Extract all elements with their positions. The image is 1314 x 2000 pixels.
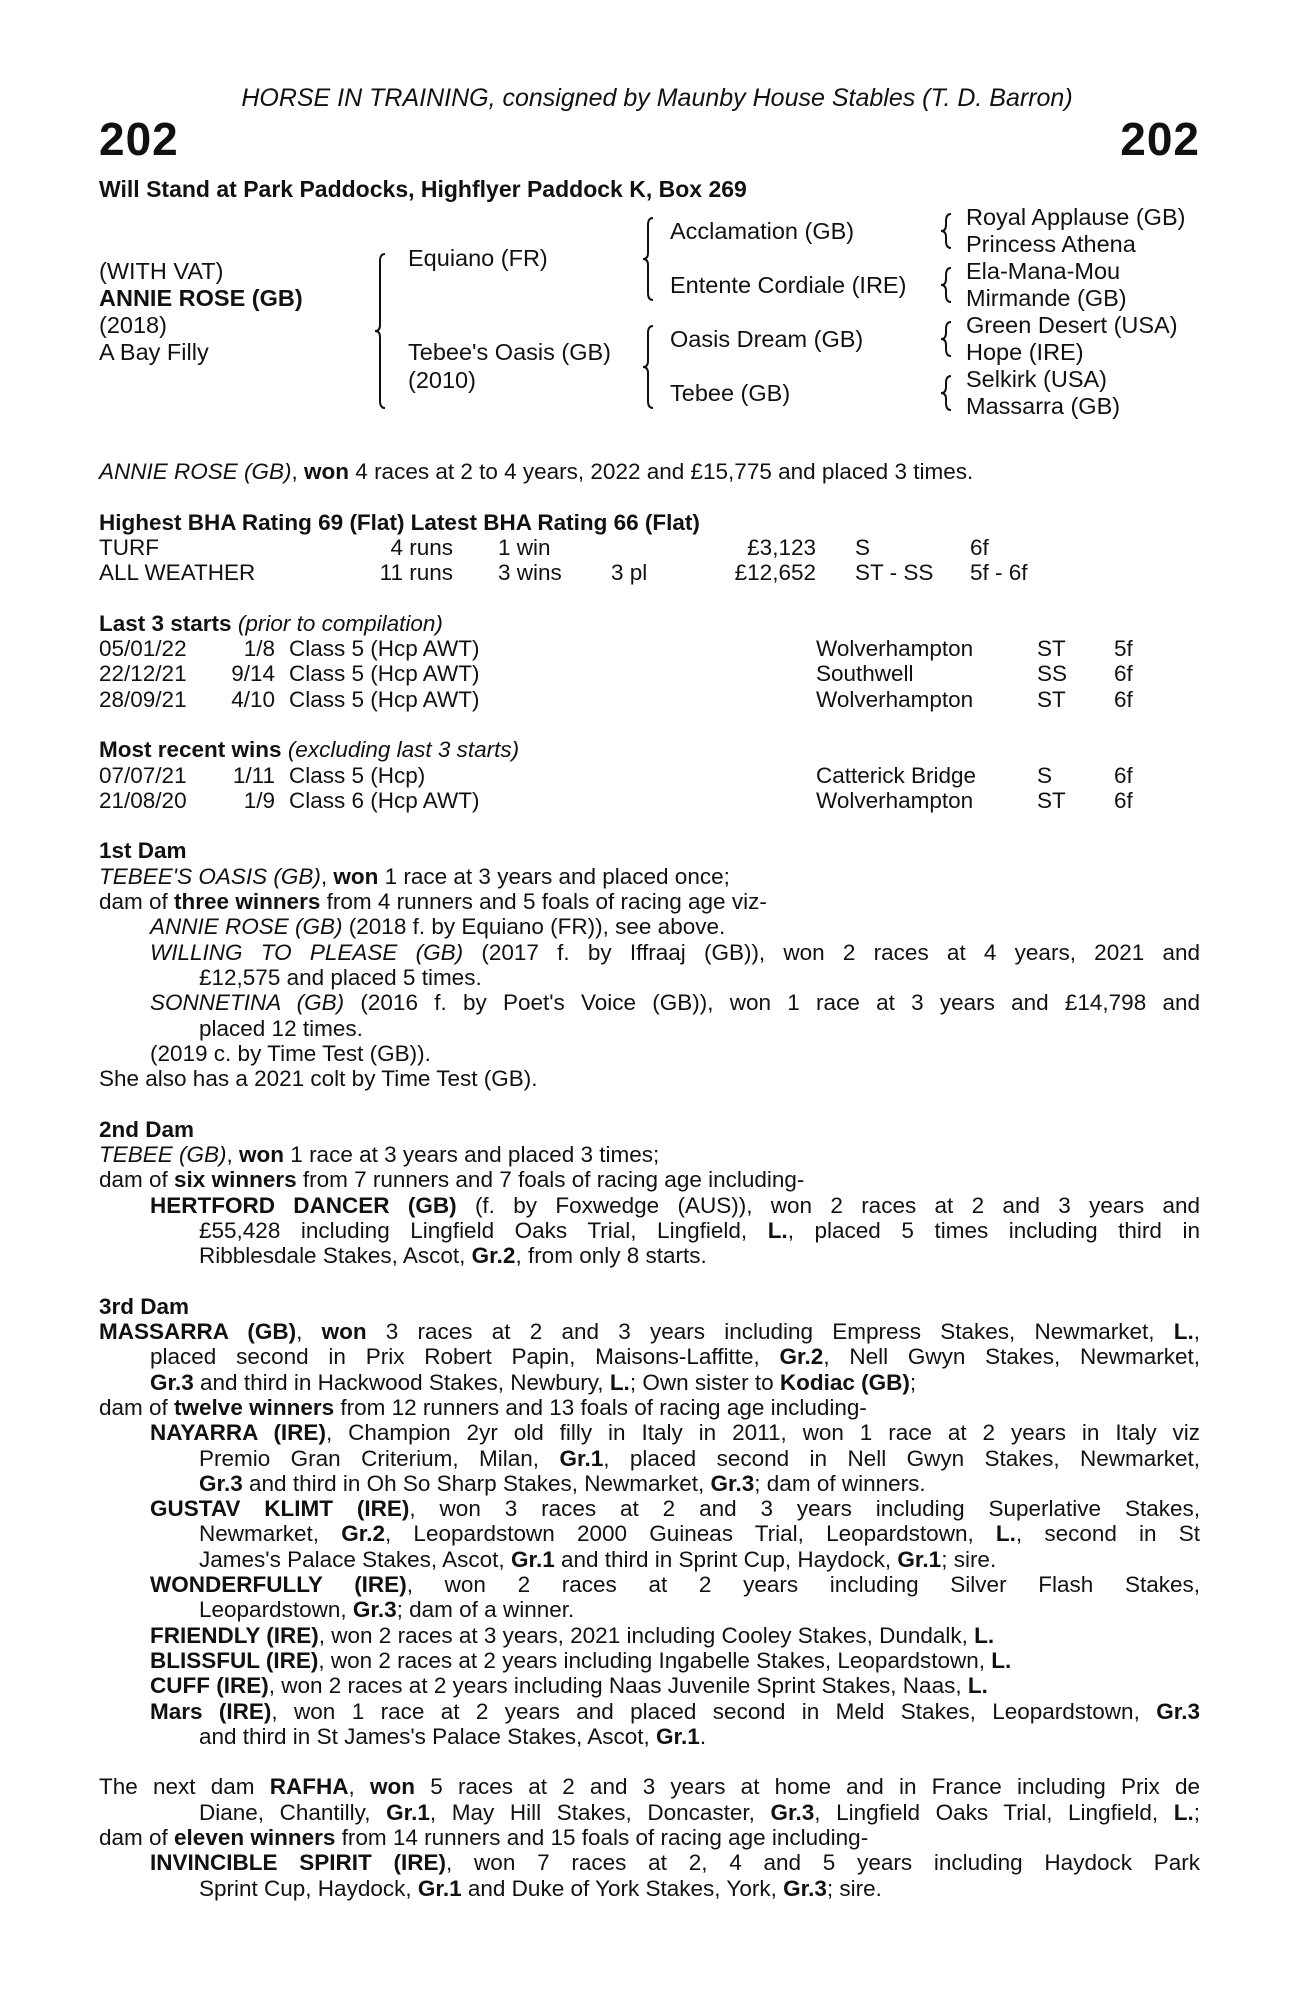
- bracket-icon: [941, 214, 951, 248]
- bold-text: L.: [974, 1622, 995, 1648]
- text: The next dam: [99, 1774, 270, 1800]
- italic-text: TEBEE'S OASIS (GB): [99, 863, 321, 889]
- text-line: [99, 1243, 1200, 1268]
- text-line: [99, 1193, 1200, 1218]
- ratings-runs: 4 runs: [390, 534, 453, 560]
- bold-text: won: [239, 1142, 285, 1168]
- text: ,: [348, 1774, 370, 1800]
- text: Ribblesdale Stakes, Ascot,: [199, 1243, 472, 1269]
- race-course: Wolverhampton: [816, 636, 974, 662]
- bold-text: Mars (IRE): [150, 1698, 272, 1724]
- text: , second in St: [1015, 1521, 1200, 1547]
- race-row: [99, 636, 1200, 661]
- race-date: 28/09/21: [99, 686, 187, 712]
- italic-text: ANNIE ROSE (GB): [150, 914, 343, 940]
- text: £55,428 including Lingfield Oaks Trial, Lingfield,: [199, 1217, 768, 1243]
- text: ; Own sister to: [629, 1369, 780, 1395]
- text: (2019 c. by Time Test (GB)).: [150, 1040, 431, 1066]
- text: , won 2 races at 3 years, 2021 including Cooley Stakes, Dundalk,: [318, 1622, 975, 1648]
- sire: Equiano (FR): [408, 245, 548, 271]
- stabling-info: Will Stand at Park Paddocks, Highflyer Paddock K, Box 269: [99, 176, 747, 202]
- text: Premio Gran Criterium, Milan,: [199, 1445, 560, 1471]
- gen4-ancestor: Mirmande (GB): [966, 285, 1127, 311]
- bold-text: WONDERFULLY (IRE): [150, 1572, 407, 1598]
- gen4-ancestor: Ela-Mana-Mou: [966, 258, 1121, 284]
- text-line: [99, 1294, 1200, 1319]
- bold-text: 3rd Dam: [99, 1293, 190, 1319]
- recent-wins-heading: Most recent wins: [99, 737, 282, 763]
- race-row: [99, 687, 1200, 712]
- bold-text: Gr.1: [510, 1546, 555, 1572]
- race-race: Class 5 (Hcp): [289, 762, 426, 788]
- race-course: Wolverhampton: [816, 787, 974, 813]
- gen4-ancestor: Massarra (GB): [966, 393, 1121, 419]
- bold-text: L.: [991, 1647, 1012, 1673]
- bold-text: Gr.1: [417, 1875, 462, 1901]
- text: placed 12 times.: [199, 1015, 363, 1041]
- text: , placed second in Nell Gwyn Stakes, Newmarket,: [603, 1445, 1200, 1471]
- bold-text: won: [304, 459, 350, 484]
- bold-text: BLISSFUL (IRE): [150, 1647, 319, 1673]
- text: , won 2 races at 2 years including Naas Juvenile Sprint Stakes, Naas,: [268, 1673, 968, 1699]
- ratings-wins: 1 win: [498, 534, 551, 560]
- text: dam of: [99, 889, 175, 915]
- race-distance: 6f: [1114, 762, 1133, 788]
- ratings-going: ST - SS: [855, 560, 934, 586]
- text: dam of: [99, 1394, 175, 1420]
- sire-dam: Entente Cordiale (IRE): [670, 272, 907, 298]
- text-line: [99, 1420, 1200, 1445]
- race-row: [99, 788, 1200, 813]
- race-row: [99, 661, 1200, 686]
- ratings-block: [99, 510, 1200, 586]
- text: (f. by Foxwedge (AUS)), won 2 races at 2 and 3 years and: [456, 1192, 1200, 1218]
- text: , Leopardstown 2000 Guineas Trial, Leopardstown,: [385, 1521, 996, 1547]
- text: ,: [1193, 1319, 1200, 1345]
- text: .: [699, 1723, 707, 1749]
- text: ,: [291, 459, 305, 484]
- race-pos: 1/9: [243, 787, 275, 813]
- text: ; dam of winners.: [754, 1470, 926, 1496]
- bold-text: Kodiac (GB): [779, 1369, 910, 1395]
- race-summary: [99, 459, 1200, 484]
- bold-text: Gr.2: [779, 1344, 824, 1370]
- bold-text: won: [333, 863, 379, 889]
- race-date: 21/08/20: [99, 787, 187, 813]
- text: and third in Hackwood Stakes, Newbury,: [193, 1369, 610, 1395]
- race-race: Class 5 (Hcp AWT): [289, 636, 480, 662]
- lot-number-left: 202: [99, 113, 179, 165]
- bold-text: Gr.2: [471, 1243, 516, 1269]
- text: James's Palace Stakes, Ascot,: [199, 1546, 511, 1572]
- ratings-going: S: [855, 534, 871, 560]
- text-line: [99, 838, 1200, 863]
- pedigree-brackets: [0, 0, 1314, 440]
- horse-name: ANNIE ROSE (GB): [99, 285, 303, 311]
- bold-text: RAFHA: [269, 1774, 349, 1800]
- recent-wins-block: [99, 737, 1200, 813]
- race-date: 07/07/21: [99, 762, 187, 788]
- race-date: 22/12/21: [99, 661, 187, 687]
- bold-text: Gr.3: [770, 1799, 815, 1825]
- recent-wins-note: (excluding last 3 starts): [287, 737, 520, 763]
- text-line: [99, 1597, 1200, 1622]
- race-pos: 1/11: [232, 762, 275, 788]
- race-course: Catterick Bridge: [816, 762, 977, 788]
- bold-text: Gr.3: [783, 1875, 827, 1901]
- text-line: [99, 1850, 1200, 1875]
- bold-text: Gr.2: [341, 1521, 385, 1547]
- text-line: [99, 965, 1200, 990]
- text: ;: [1193, 1799, 1200, 1825]
- bold-text: FRIENDLY (IRE): [150, 1622, 319, 1648]
- text-line: [99, 889, 1200, 914]
- text-line: [99, 1395, 1200, 1420]
- bold-text: six winners: [174, 1167, 297, 1193]
- text-line: [99, 1142, 1200, 1167]
- bracket-icon: [375, 254, 385, 408]
- race-course: Wolverhampton: [816, 686, 974, 712]
- text: from 14 runners and 15 foals of racing age including-: [335, 1825, 869, 1851]
- last-starts-block: [99, 611, 1200, 712]
- text-line: [99, 1471, 1200, 1496]
- ratings-distance: 6f: [970, 534, 989, 560]
- bold-text: Gr.3: [199, 1470, 243, 1496]
- text: ; dam of a winner.: [396, 1597, 575, 1623]
- race-course: Southwell: [816, 661, 914, 687]
- text: , Nell Gwyn Stakes, Newmarket,: [823, 1344, 1200, 1370]
- dam-sire: Oasis Dream (GB): [670, 326, 864, 352]
- ratings-wins: 3 wins: [498, 560, 562, 586]
- ratings-row: [99, 535, 1200, 560]
- text: and third in Oh So Sharp Stakes, Newmarket,: [242, 1470, 711, 1496]
- text: £12,575 and placed 5 times.: [199, 964, 482, 990]
- bold-text: NAYARRA (IRE): [150, 1420, 326, 1446]
- text-line: [99, 1547, 1200, 1572]
- text: She also has a 2021 colt by Time Test (GB).: [99, 1066, 538, 1092]
- text: , won 2 races at 2 years including Ingabelle Stakes, Leopardstown,: [318, 1647, 992, 1673]
- text: from 4 runners and 5 foals of racing age viz-: [320, 889, 767, 915]
- lot-number-right: 202: [1120, 113, 1200, 165]
- bold-text: Gr.3: [710, 1470, 755, 1496]
- family-section: [99, 1294, 1200, 1749]
- text-line: [99, 1041, 1200, 1066]
- bold-text: won: [369, 1774, 415, 1800]
- text: (2017 f. by Iffraaj (GB)), won 2 races at 4 years, 2021 and: [463, 939, 1200, 965]
- text: ,: [296, 1319, 322, 1345]
- bracket-icon: [643, 326, 653, 408]
- text-line: [99, 1117, 1200, 1142]
- italic-text: ANNIE ROSE (GB): [99, 459, 292, 484]
- bold-text: Gr.1: [559, 1445, 604, 1471]
- text-line: [99, 1673, 1200, 1698]
- bold-text: INVINCIBLE SPIRIT (IRE): [150, 1850, 447, 1876]
- bold-text: twelve winners: [174, 1394, 335, 1420]
- text-line: [99, 864, 1200, 889]
- text: 1 race at 3 years and placed 3 times;: [284, 1142, 660, 1168]
- italic-text: WILLING TO PLEASE (GB): [150, 939, 464, 965]
- race-going: ST: [1037, 636, 1066, 662]
- text: 1 race at 3 years and placed once;: [378, 863, 730, 889]
- horse-description: A Bay Filly: [99, 339, 209, 365]
- bold-text: L.: [767, 1217, 788, 1243]
- bold-text: 2nd Dam: [99, 1116, 195, 1142]
- text: (2018 f. by Equiano (FR)), see above.: [342, 914, 726, 940]
- dam: Tebee's Oasis (GB): [408, 339, 611, 365]
- family-section: [99, 1117, 1200, 1269]
- text-line: [99, 1699, 1200, 1724]
- text-line: [99, 1572, 1200, 1597]
- dam-dam: Tebee (GB): [670, 380, 791, 406]
- text-line: [99, 1521, 1200, 1546]
- bold-text: HERTFORD DANCER (GB): [150, 1192, 457, 1218]
- text-line: [99, 1016, 1200, 1041]
- text: Leopardstown,: [199, 1597, 353, 1623]
- ratings-row: [99, 560, 1200, 585]
- text: dam of: [99, 1167, 175, 1193]
- text-line: [99, 1066, 1200, 1091]
- text-line: [99, 1724, 1200, 1749]
- text-line: [99, 990, 1200, 1015]
- bold-text: eleven winners: [174, 1825, 336, 1851]
- race-going: ST: [1037, 787, 1066, 813]
- text: Diane, Chantilly,: [199, 1799, 387, 1825]
- ratings-surface: ALL WEATHER: [99, 560, 256, 586]
- race-pos: 4/10: [231, 686, 275, 712]
- bold-text: L.: [995, 1521, 1016, 1547]
- ratings-placed: 3 pl: [611, 560, 648, 586]
- text-line: [99, 1167, 1200, 1192]
- text: , won 1 race at 2 years and placed second in Meld Stakes, Leopardstown,: [271, 1698, 1157, 1724]
- text: 4 races at 2 to 4 years, 2022 and £15,775 and placed 3 times.: [349, 459, 974, 484]
- text-line: [99, 940, 1200, 965]
- ratings-runs: 11 runs: [379, 560, 453, 586]
- race-going: ST: [1037, 686, 1066, 712]
- bracket-icon: [941, 268, 951, 302]
- text: and Duke of York Stakes, York,: [461, 1875, 784, 1901]
- race-distance: 5f: [1114, 636, 1133, 662]
- bold-text: Gr.3: [1156, 1698, 1200, 1724]
- bold-text: Gr.3: [352, 1597, 397, 1623]
- text: dam of: [99, 1825, 175, 1851]
- race-distance: 6f: [1114, 661, 1133, 687]
- text: , won 2 races at 2 years including Silver Flash Stakes,: [406, 1572, 1200, 1598]
- ratings-heading: Highest BHA Rating 69 (Flat) Latest BHA Rating 66 (Flat): [99, 509, 700, 535]
- text: , Champion 2yr old filly in Italy in 2011, won 1 race at 2 years in Italy viz: [325, 1420, 1200, 1446]
- text: , Lingfield Oaks Trial, Lingfield,: [814, 1799, 1174, 1825]
- text: from 7 runners and 7 foals of racing age including-: [296, 1167, 805, 1193]
- ratings-surface: TURF: [99, 534, 159, 560]
- italic-text: TEBEE (GB): [99, 1142, 227, 1168]
- text-line: [99, 914, 1200, 939]
- family-section: [99, 1774, 1200, 1900]
- text: ,: [226, 1142, 240, 1168]
- bold-text: Gr.1: [897, 1546, 942, 1572]
- race-pos: 1/8: [243, 636, 275, 662]
- text: and third in St James's Palace Stakes, Ascot,: [199, 1723, 657, 1749]
- bold-text: CUFF (IRE): [150, 1673, 269, 1699]
- horse-year: (2018): [99, 312, 167, 338]
- text-line: [99, 1218, 1200, 1243]
- consignment-header: HORSE IN TRAINING, consigned by Maunby House Stables (T. D. Barron): [241, 84, 1073, 112]
- text: and third in Sprint Cup, Haydock,: [554, 1546, 898, 1572]
- text: Newmarket,: [199, 1521, 342, 1547]
- text-line: [99, 1774, 1200, 1799]
- text-line: [99, 1446, 1200, 1471]
- bold-text: 1st Dam: [99, 838, 187, 864]
- last-starts-heading: Last 3 starts: [99, 610, 232, 636]
- sire-sire: Acclamation (GB): [670, 218, 855, 244]
- text-line: [99, 1623, 1200, 1648]
- text: ; sire.: [826, 1875, 882, 1901]
- text: , won 7 races at 2, 4 and 5 years including Haydock Park: [446, 1850, 1200, 1876]
- race-race: Class 6 (Hcp AWT): [289, 787, 480, 813]
- race-row: [99, 763, 1200, 788]
- text: 5 races at 2 and 3 years at home and in France including Prix de: [414, 1774, 1200, 1800]
- bracket-icon: [941, 376, 951, 410]
- race-pos: 9/14: [231, 661, 275, 687]
- bold-text: Gr.1: [656, 1723, 700, 1749]
- text: Sprint Cup, Haydock,: [199, 1875, 418, 1901]
- vat-note: (WITH VAT): [99, 258, 224, 284]
- race-distance: 6f: [1114, 787, 1133, 813]
- gen4-ancestor: Hope (IRE): [966, 339, 1084, 365]
- race-date: 05/01/22: [99, 636, 187, 662]
- text: 3 races at 2 and 3 years including Empress Stakes, Newmarket,: [366, 1319, 1174, 1345]
- bold-text: three winners: [174, 889, 321, 915]
- text: ,: [320, 863, 334, 889]
- gen4-ancestor: Royal Applause (GB): [966, 204, 1186, 230]
- text-line: [99, 1825, 1200, 1850]
- text-line: [99, 1344, 1200, 1369]
- family-section: [99, 838, 1200, 1091]
- text: (2016 f. by Poet's Voice (GB)), won 1 race at 3 years and £14,798 and: [344, 990, 1200, 1016]
- gen4-ancestor: Green Desert (USA): [966, 312, 1178, 338]
- dam-year: (2010): [408, 367, 476, 393]
- text: , placed 5 times including third in: [787, 1217, 1200, 1243]
- text: from 12 runners and 13 foals of racing age including-: [334, 1394, 867, 1420]
- bold-text: Gr.3: [150, 1369, 194, 1395]
- text-line: [99, 1800, 1200, 1825]
- text: , May Hill Stakes, Doncaster,: [429, 1799, 771, 1825]
- text-line: [99, 1370, 1200, 1395]
- text-line: [99, 1876, 1200, 1901]
- race-distance: 6f: [1114, 686, 1133, 712]
- text-line: [99, 1319, 1200, 1344]
- ratings-distance: 5f - 6f: [970, 560, 1028, 586]
- race-going: SS: [1037, 661, 1068, 687]
- bold-text: Gr.1: [386, 1799, 430, 1825]
- catalogue-body: [99, 459, 1200, 1901]
- text: , from only 8 starts.: [515, 1243, 707, 1269]
- race-going: S: [1037, 762, 1053, 788]
- ratings-prize: £12,652: [734, 560, 816, 586]
- last-starts-note: (prior to compilation): [237, 610, 443, 636]
- italic-text: SONNETINA (GB): [150, 990, 345, 1016]
- bold-text: won: [321, 1319, 367, 1345]
- bracket-icon: [643, 218, 653, 300]
- text: , won 3 races at 2 and 3 years including Superlative Stakes,: [409, 1496, 1200, 1522]
- text: ; sire.: [941, 1546, 997, 1572]
- text-line: [99, 1648, 1200, 1673]
- bracket-icon: [941, 322, 951, 356]
- race-race: Class 5 (Hcp AWT): [289, 661, 480, 687]
- bold-text: MASSARRA (GB): [99, 1319, 297, 1345]
- gen4-ancestor: Princess Athena: [966, 231, 1136, 257]
- bold-text: L.: [967, 1673, 988, 1699]
- bold-text: L.: [1173, 1319, 1194, 1345]
- bold-text: GUSTAV KLIMT (IRE): [150, 1496, 410, 1522]
- ratings-prize: £3,123: [747, 534, 816, 560]
- race-race: Class 5 (Hcp AWT): [289, 686, 480, 712]
- bold-text: L.: [1173, 1799, 1194, 1825]
- gen4-ancestor: Selkirk (USA): [966, 366, 1108, 392]
- text-line: [99, 1496, 1200, 1521]
- text: placed second in Prix Robert Papin, Maisons-Laffitte,: [150, 1344, 780, 1370]
- bold-text: L.: [609, 1369, 630, 1395]
- text: ;: [909, 1369, 917, 1395]
